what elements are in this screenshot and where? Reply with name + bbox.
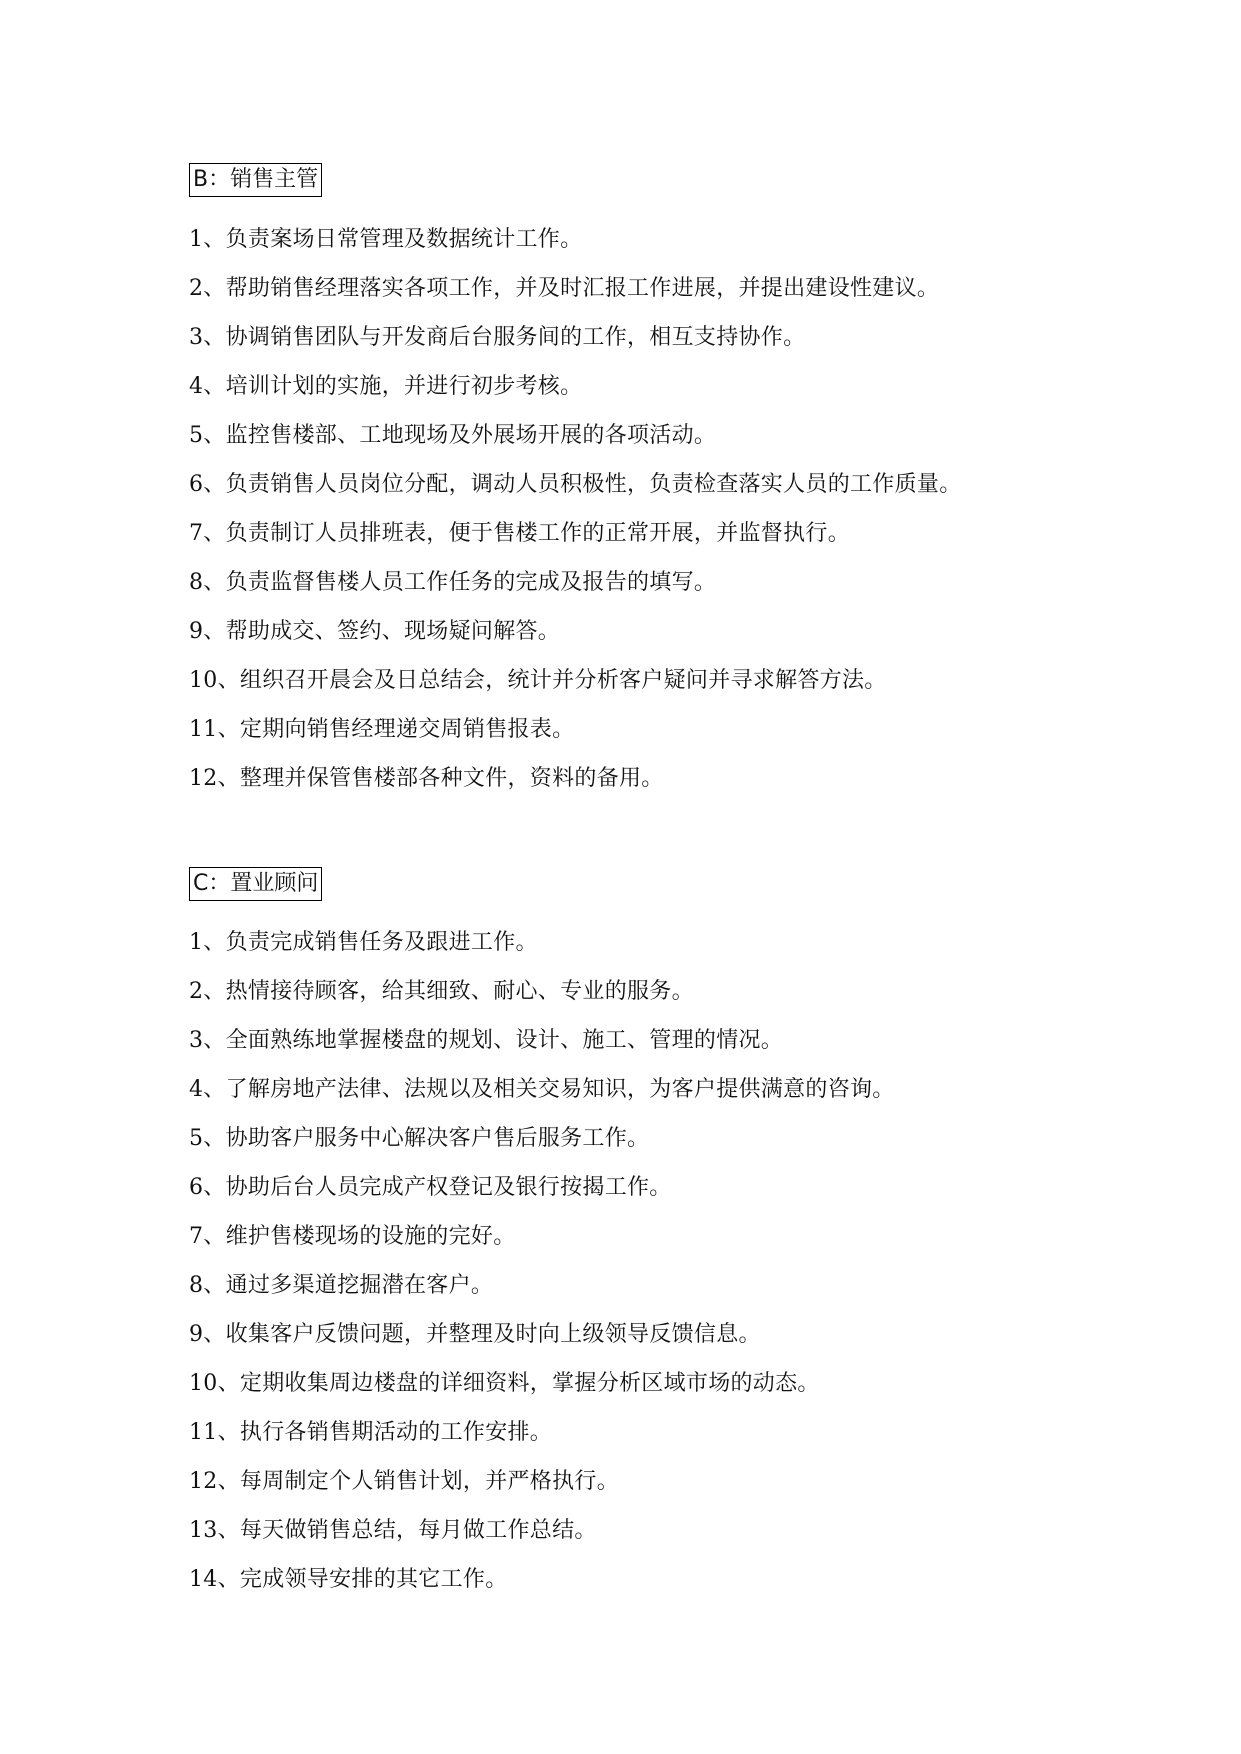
list-item: 10、组织召开晨会及日总结会，统计并分析客户疑问并寻求解答方法。 bbox=[189, 668, 887, 693]
list-item: 11、执行各销售期活动的工作安排。 bbox=[189, 1420, 553, 1445]
list-item: 12、整理并保管售楼部各种文件，资料的备用。 bbox=[189, 766, 664, 791]
list-item: 8、通过多渠道挖掘潜在客户。 bbox=[189, 1273, 494, 1298]
list-item: 5、监控售楼部、工地现场及外展场开展的各项活动。 bbox=[189, 423, 717, 448]
list-item: 3、全面熟练地掌握楼盘的规划、设计、施工、管理的情况。 bbox=[189, 1028, 784, 1053]
list-item: 9、收集客户反馈问题，并整理及时向上级领导反馈信息。 bbox=[189, 1322, 761, 1347]
list-item: 4、了解房地产法律、法规以及相关交易知识，为客户提供满意的咨询。 bbox=[189, 1077, 895, 1102]
list-item: 10、定期收集周边楼盘的详细资料，掌握分析区域市场的动态。 bbox=[189, 1371, 820, 1396]
list-item: 7、负责制订人员排班表，便于售楼工作的正常开展，并监督执行。 bbox=[189, 521, 850, 546]
list-item: 8、负责监督售楼人员工作任务的完成及报告的填写。 bbox=[189, 570, 717, 595]
list-item: 12、每周制定个人销售计划，并严格执行。 bbox=[189, 1469, 619, 1494]
list-item: 5、协助客户服务中心解决客户售后服务工作。 bbox=[189, 1126, 650, 1151]
list-item: 14、完成领导安排的其它工作。 bbox=[189, 1567, 508, 1592]
list-item: 7、维护售楼现场的设施的完好。 bbox=[189, 1224, 516, 1249]
section-property-consultant bbox=[189, 867, 1089, 1604]
list-item: 13、每天做销售总结，每月做工作总结。 bbox=[189, 1518, 597, 1543]
list-item: 1、负责完成销售任务及跟进工作。 bbox=[189, 930, 538, 955]
section-sales-supervisor bbox=[189, 163, 1089, 803]
list-item: 6、协助后台人员完成产权登记及银行按揭工作。 bbox=[189, 1175, 672, 1200]
list-item: 2、热情接待顾客，给其细致、耐心、专业的服务。 bbox=[189, 979, 694, 1004]
section-title-property-consultant: C：置业顾问 bbox=[189, 867, 322, 901]
list-item: 3、协调销售团队与开发商后台服务间的工作，相互支持协作。 bbox=[189, 325, 806, 350]
section-title-sales-supervisor: B：销售主管 bbox=[189, 163, 322, 197]
list-item: 6、负责销售人员岗位分配，调动人员积极性，负责检查落实人员的工作质量。 bbox=[189, 472, 962, 497]
duty-list-sales-supervisor bbox=[189, 215, 1089, 803]
list-item: 2、帮助销售经理落实各项工作，并及时汇报工作进展，并提出建设性建议。 bbox=[189, 276, 940, 301]
list-item: 11、定期向销售经理递交周销售报表。 bbox=[189, 717, 575, 742]
list-item: 9、帮助成交、签约、现场疑问解答。 bbox=[189, 619, 561, 644]
list-item: 1、负责案场日常管理及数据统计工作。 bbox=[189, 227, 583, 252]
duty-list-property-consultant bbox=[189, 918, 1089, 1604]
list-item: 4、培训计划的实施，并进行初步考核。 bbox=[189, 374, 583, 399]
